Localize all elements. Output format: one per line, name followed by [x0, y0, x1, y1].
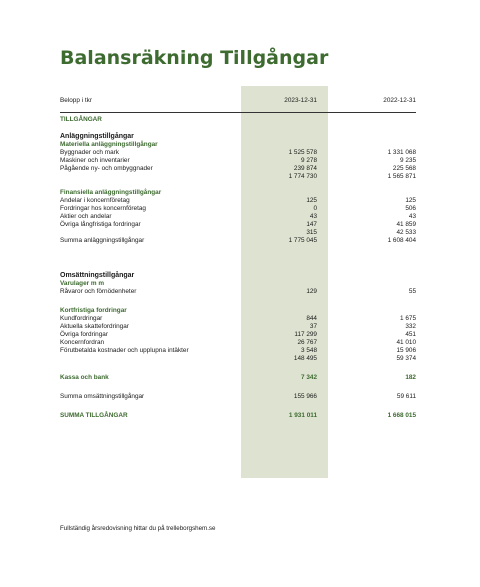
varulager-heading [60, 280, 416, 288]
anlaggningstillgangar-heading [60, 132, 416, 141]
value-2022: 506 [405, 205, 416, 212]
row-label: Varulager m m [60, 280, 105, 287]
forutbetalda-row [60, 347, 416, 355]
row-label: Aktier och andelar [60, 213, 112, 220]
aktier-row [60, 213, 416, 221]
header-col-2022: 2022-12-31 [383, 97, 416, 104]
koncernfordran-row [60, 339, 416, 347]
header-label: Belopp i tkr [60, 97, 92, 104]
row-label: Övriga långfristiga fordringar [60, 221, 141, 228]
page-title: Balansräkning Tillgångar [60, 47, 329, 69]
kundfordringar-row [60, 315, 416, 323]
value-2022: 125 [405, 197, 416, 204]
row-label: Kassa och bank [60, 374, 109, 381]
kassa-row [60, 374, 416, 382]
row-spacer [60, 124, 416, 132]
value-2022: 55 [408, 288, 416, 295]
row-spacer [60, 363, 416, 374]
materiella-heading [60, 141, 416, 149]
row-spacer [60, 181, 416, 189]
value-2023: 117 299 [294, 331, 317, 338]
row-label: Kundfordringar [60, 315, 103, 322]
value-2023: 1 931 011 [288, 412, 317, 419]
value-2023: 239 874 [293, 165, 317, 172]
row-label: Anläggningstillgångar [60, 133, 134, 140]
ovriga-fordringar-row [60, 331, 416, 339]
value-2023: 3 548 [301, 347, 317, 354]
row-spacer [60, 382, 416, 393]
maskiner-row [60, 157, 416, 165]
value-2022: 182 [405, 374, 416, 381]
value-2022: 1 668 015 [387, 412, 416, 419]
value-2023: 155 966 [293, 393, 317, 400]
summa-anlaggning-row [60, 237, 416, 245]
row-label: Pågående ny- och ombyggnader [60, 165, 153, 172]
value-2022: 332 [405, 323, 416, 330]
row-label: Materiella anläggningstillgångar [60, 141, 158, 148]
skattefordringar-row [60, 323, 416, 331]
table-body [60, 116, 416, 420]
value-2023: 43 [309, 213, 317, 220]
value-2023: 26 767 [297, 339, 317, 346]
footer-note: Fullständig årsredovisning hittar du på trelleborgshem.se [60, 525, 216, 532]
byggnader-row [60, 149, 416, 157]
value-2022: 42 533 [396, 229, 416, 236]
value-2022: 225 568 [392, 165, 416, 172]
value-2023: 147 [306, 221, 317, 228]
row-label: Aktuella skattefordringar [60, 323, 129, 330]
table-header [60, 90, 416, 112]
value-2023: 9 278 [301, 157, 317, 164]
row-label: Byggnader och mark [60, 149, 119, 156]
value-2023: 0 [313, 205, 317, 212]
kortfristiga-total-row [60, 355, 416, 363]
value-2023: 1 774 730 [288, 173, 317, 180]
value-2023: 844 [306, 315, 317, 322]
value-2022: 451 [405, 331, 416, 338]
header-col-2023: 2023-12-31 [284, 97, 317, 104]
value-2023: 1 525 578 [288, 149, 317, 156]
value-2022: 41 010 [396, 339, 416, 346]
row-label: SUMMA TILLGÅNGAR [60, 412, 128, 419]
row-label: Övriga fordringar [60, 331, 108, 338]
value-2022: 1 331 068 [387, 149, 416, 156]
row-spacer [60, 245, 416, 271]
row-spacer [60, 401, 416, 412]
value-2022: 59 611 [396, 393, 416, 400]
row-label: Kortfristiga fordringar [60, 307, 127, 314]
value-2023: 1 775 045 [288, 237, 317, 244]
row-label: Fordringar hos koncernföretag [60, 205, 146, 212]
omsattningstillgangar-heading [60, 271, 416, 280]
value-2023: 7 342 [301, 374, 317, 381]
value-2022: 1 675 [400, 315, 416, 322]
summa-omsattning-row [60, 393, 416, 401]
row-label: Andelar i koncernföretag [60, 197, 130, 204]
value-2023: 129 [306, 288, 317, 295]
finansiella-heading [60, 189, 416, 197]
row-spacer [60, 296, 416, 307]
value-2023: 37 [309, 323, 317, 330]
ovriga-langfristiga-row [60, 221, 416, 229]
value-2022: 41 859 [396, 221, 416, 228]
row-label: Maskiner och inventarier [60, 157, 130, 164]
value-2022: 9 235 [400, 157, 416, 164]
summa-tillgangar-row [60, 412, 416, 420]
fordringar-koncern-row [60, 205, 416, 213]
balance-sheet-table [60, 90, 416, 420]
value-2023: 315 [306, 229, 317, 236]
row-label: Finansiella anläggningstillgångar [60, 189, 162, 196]
value-2023: 125 [306, 197, 317, 204]
tillgangar-heading [60, 116, 416, 124]
value-2022: 15 906 [396, 347, 416, 354]
value-2023: 148 495 [293, 355, 317, 362]
row-label: Omsättningstillgångar [60, 272, 135, 279]
value-2022: 1 608 404 [387, 237, 416, 244]
row-label: Summa omsättningstillgångar [60, 393, 145, 400]
row-label: Förutbetalda kostnader och upplupna intäkter [60, 347, 189, 354]
finansiella-total-row [60, 229, 416, 237]
value-2022: 43 [408, 213, 416, 220]
header-rule [60, 112, 416, 113]
kortfristiga-heading [60, 307, 416, 315]
pagaende-row [60, 165, 416, 173]
row-label: Koncernfordran [60, 339, 105, 346]
value-2022: 1 565 871 [387, 173, 416, 180]
materiella-total-row [60, 173, 416, 181]
andelar-row [60, 197, 416, 205]
row-label: Råvaror och förnödenheter [60, 288, 137, 295]
row-label: Summa anläggningstillgångar [60, 237, 145, 244]
ravaror-row [60, 288, 416, 296]
row-label: TILLGÅNGAR [60, 116, 102, 123]
value-2022: 59 374 [396, 355, 416, 362]
